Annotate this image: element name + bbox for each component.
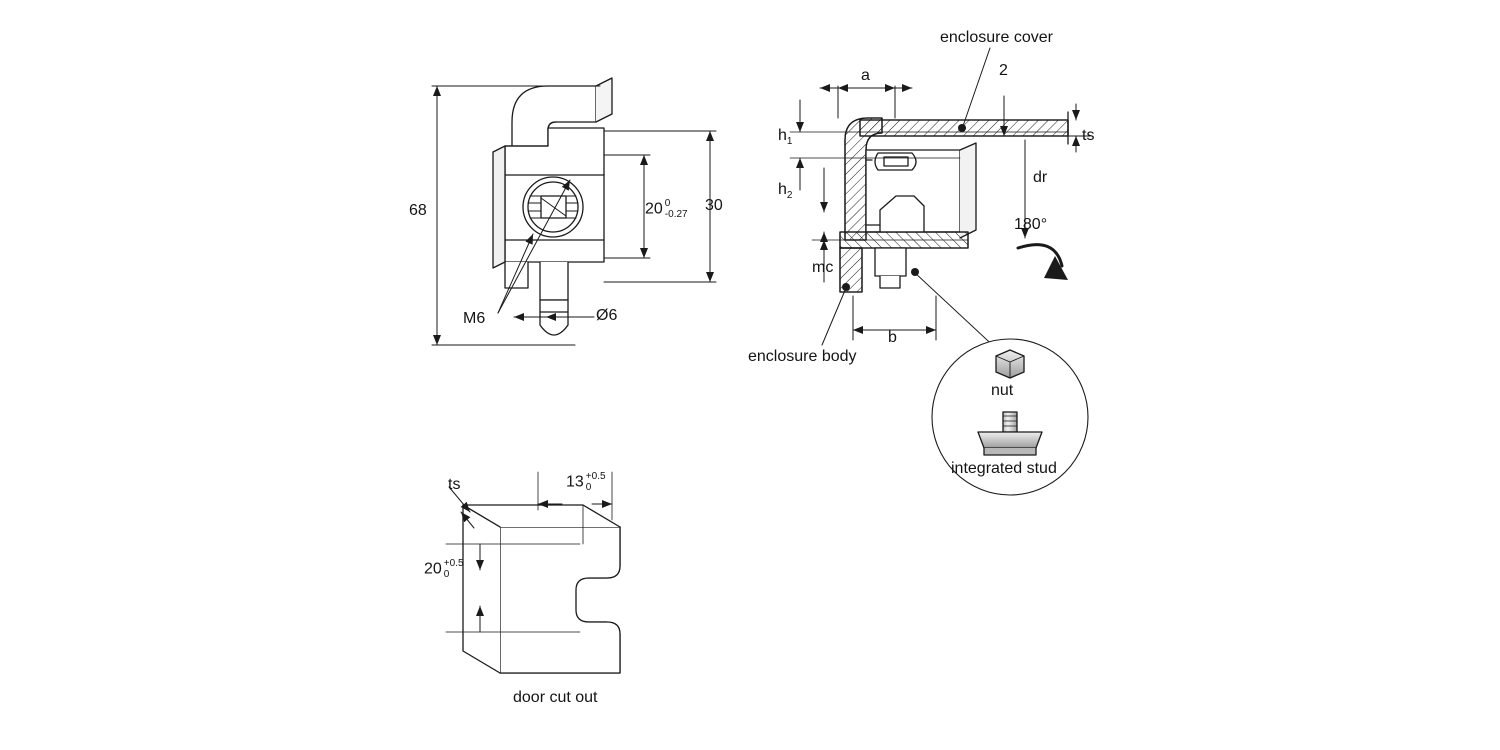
label-nut: nut	[991, 382, 1014, 399]
tolerance-lower: -0.27	[664, 208, 688, 220]
dim-pin-diameter: Ø6	[596, 307, 618, 324]
dim-a: a	[861, 67, 870, 84]
dim-mc: mc	[812, 259, 834, 276]
dim-overall-height: 68	[409, 202, 427, 219]
dim-dr: dr	[1033, 169, 1048, 186]
dim-clamp-height: 30	[705, 197, 723, 214]
tolerance-upper: +0.5	[443, 558, 464, 569]
dim-ts: ts	[1082, 127, 1095, 144]
dim-jaw-opening-tolerance	[665, 199, 688, 220]
section-view-geometry	[840, 112, 1068, 292]
dim-cutout-height-value: 20	[424, 560, 442, 578]
dim-cutout-height-tolerance	[444, 559, 464, 580]
dim-cover-thickness: 2	[999, 62, 1008, 79]
tolerance-lower: 0	[585, 481, 592, 493]
tolerance-lower: 0	[443, 568, 450, 580]
dim-cutout-width-tolerance	[586, 472, 606, 493]
callout-enclosure-cover: enclosure cover	[940, 29, 1053, 46]
dim-b: b	[888, 329, 897, 346]
dim-cutout-height	[424, 559, 464, 580]
dim-jaw-opening	[645, 199, 688, 220]
dim-cutout-thickness: ts	[448, 476, 461, 493]
callout-rotation: 180°	[1014, 216, 1048, 233]
door-cutout-geometry	[463, 505, 620, 673]
label-integrated-stud: integrated stud	[951, 460, 1057, 477]
dim-h2	[778, 182, 792, 201]
dim-h1-subscript: 1	[786, 136, 793, 148]
dim-h1	[778, 128, 792, 147]
dim-cutout-width	[566, 472, 606, 493]
caption-door-cut-out: door cut out	[513, 689, 598, 706]
dim-thread: M6	[463, 310, 486, 327]
dim-h2-subscript: 2	[786, 190, 793, 202]
dim-cutout-width-value: 13	[566, 473, 584, 491]
rotation-arrow	[1018, 245, 1068, 280]
dim-h2-base: h	[778, 181, 787, 198]
tolerance-upper: 0	[664, 198, 671, 209]
front-view-geometry	[493, 78, 612, 335]
dim-jaw-opening-value: 20	[645, 200, 663, 218]
tolerance-upper: +0.5	[585, 471, 606, 482]
dim-h1-base: h	[778, 127, 787, 144]
callout-enclosure-body: enclosure body	[748, 348, 857, 365]
